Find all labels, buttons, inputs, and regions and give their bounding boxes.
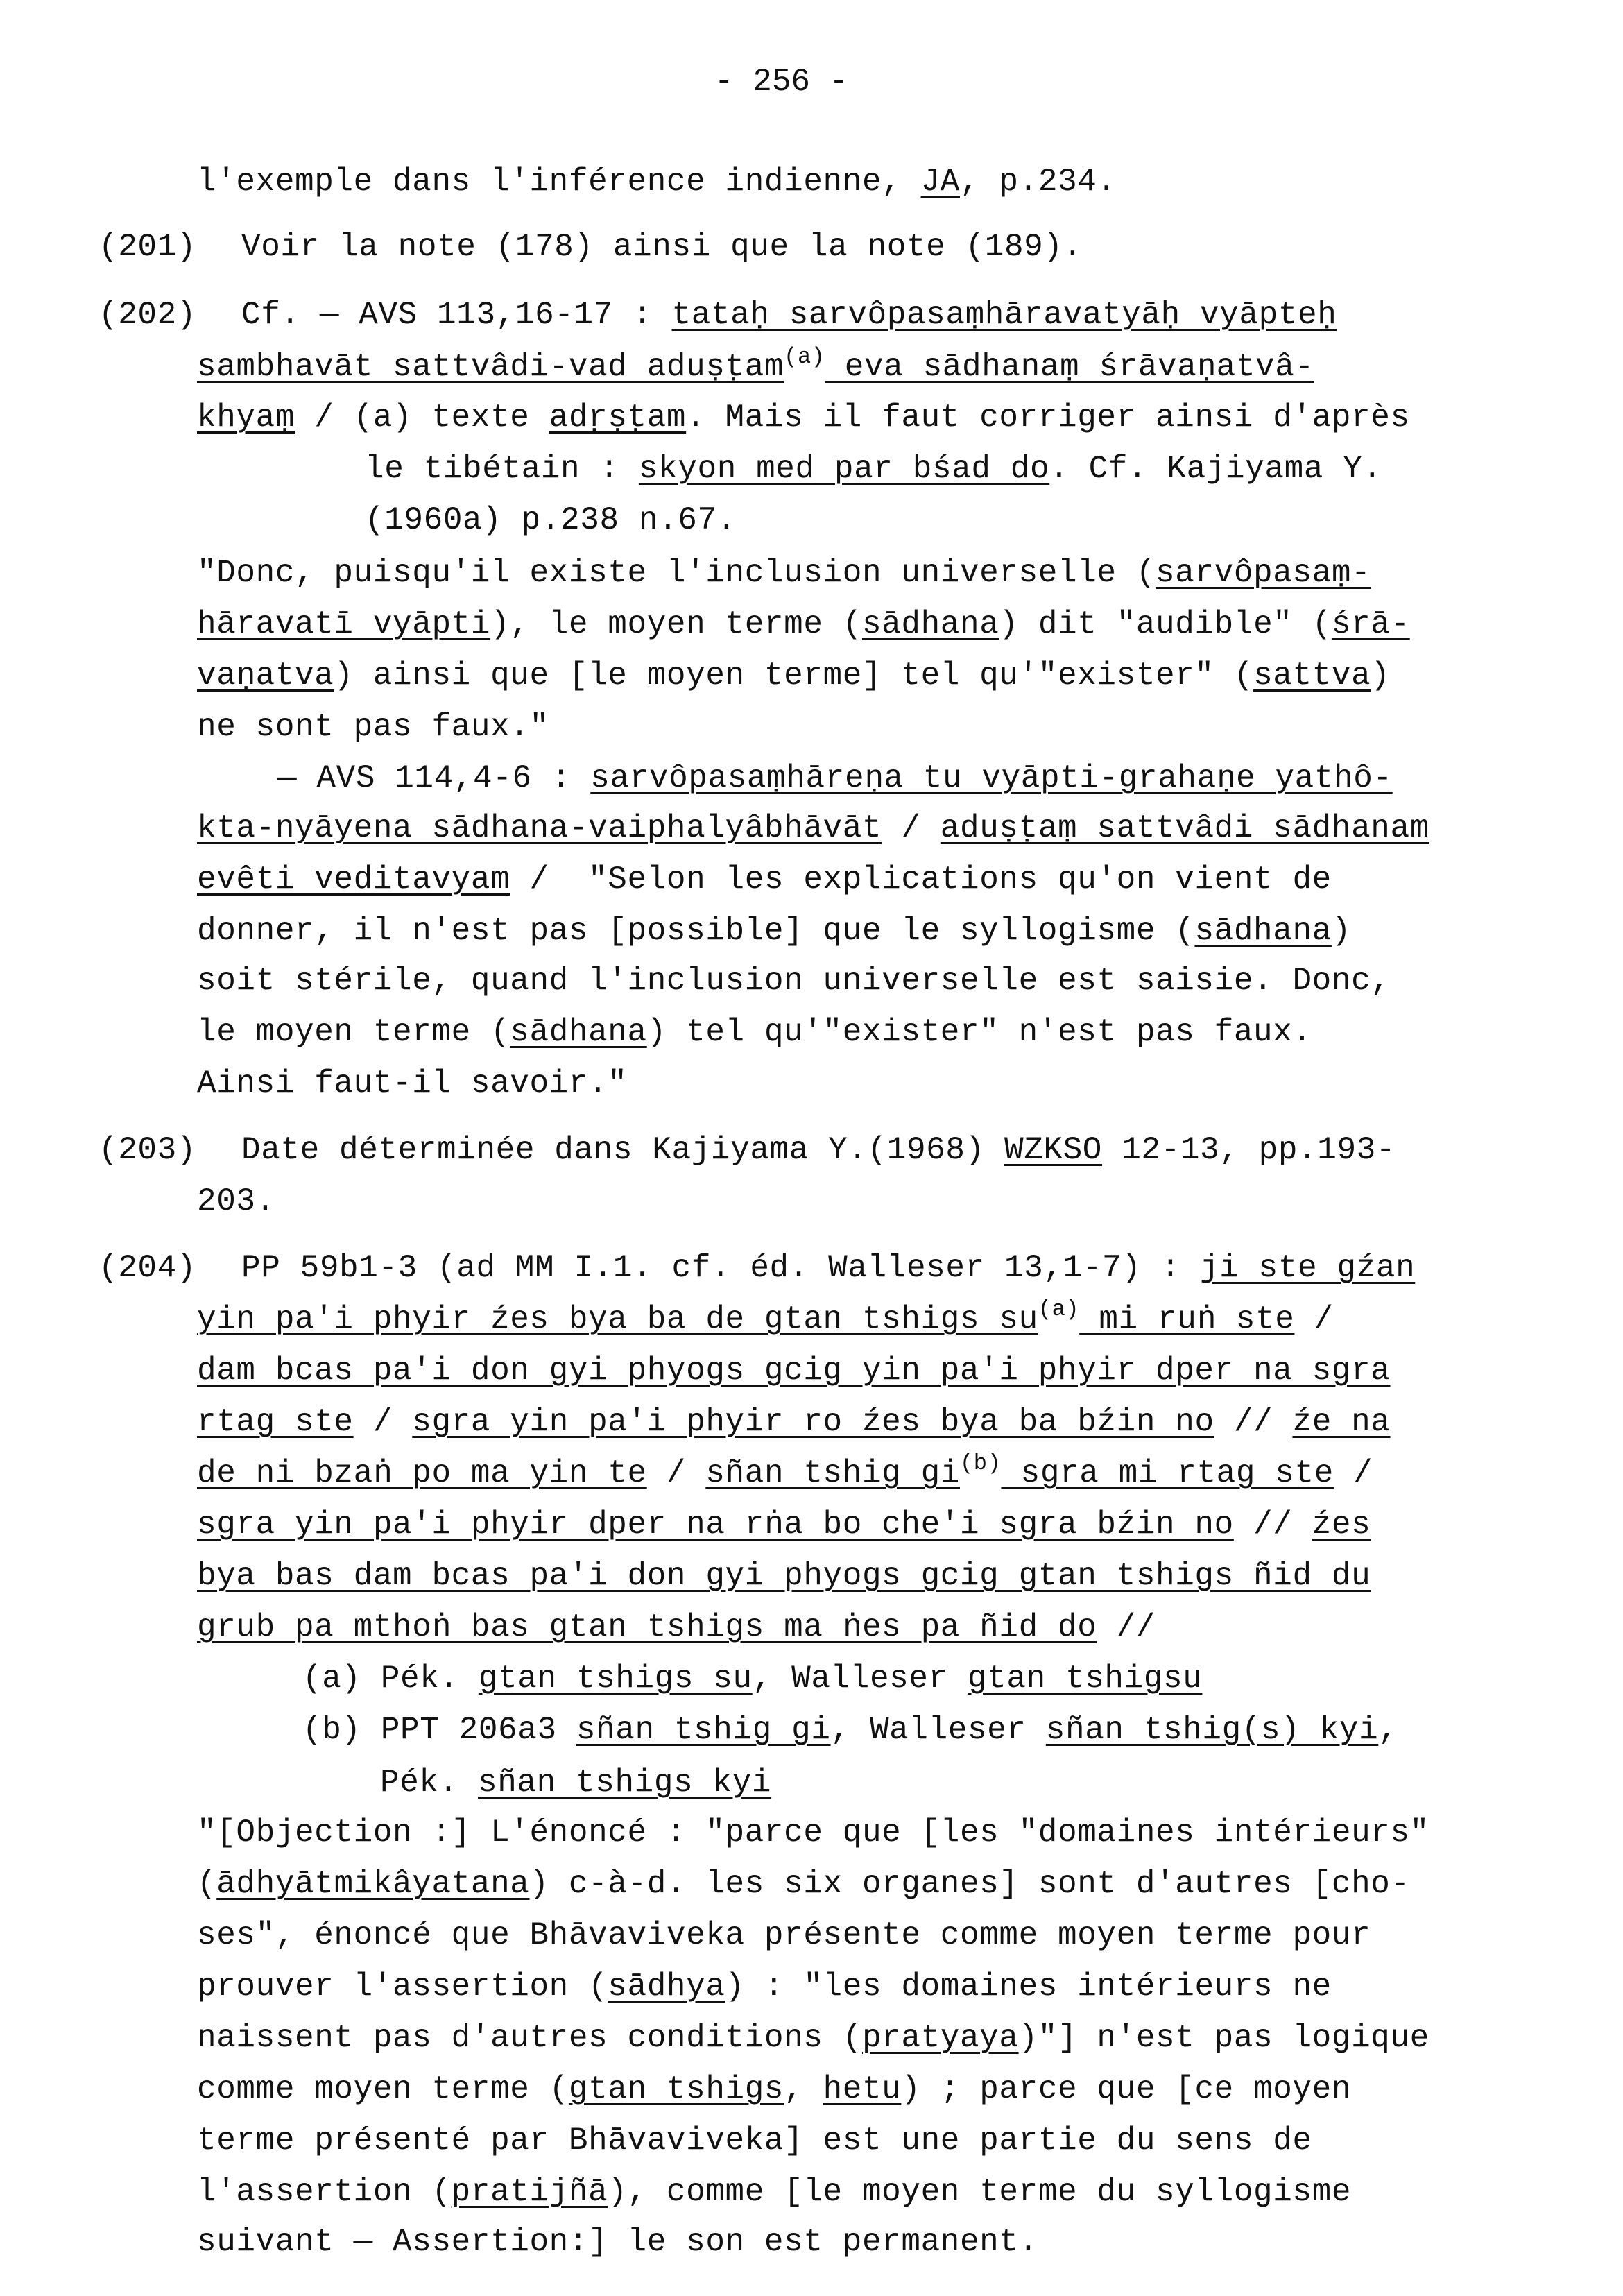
- text-run: "Donc, puisqu'il existe l'inclusion universelle (: [197, 555, 1156, 591]
- underlined-term: skyon med par bśad do: [638, 451, 1050, 487]
- text-run: )"] n'est pas logique: [1018, 2020, 1429, 2056]
- footnote-marker: (b): [960, 1450, 1002, 1476]
- text-run: ) ainsi que [le moyen terme] tel qu'"exister" (: [334, 658, 1254, 694]
- underlined-term: bya bas dam bcas pa'i don gyi phyogs gcig gtan tshigs ñid du: [197, 1558, 1371, 1594]
- underlined-term: rtag ste: [197, 1404, 354, 1440]
- note-line: [197, 709, 549, 745]
- page-number: - 256 -: [714, 64, 849, 100]
- underlined-term: hetu: [823, 2071, 902, 2107]
- underlined-term: sambhavāt sattvâdi-vad aduṣṭam: [197, 349, 784, 385]
- note-line: [197, 1917, 1371, 1953]
- text-run: //: [1097, 1609, 1156, 1645]
- text-run: naissent pas d'autres conditions (: [197, 2020, 862, 2056]
- text-run: le tibétain :: [365, 451, 639, 487]
- underlined-term: sādhana: [510, 1014, 647, 1050]
- text-run: donner, il n'est pas [possible] que le syllogisme (: [197, 913, 1195, 949]
- note-line: [197, 1014, 1312, 1050]
- note-line: [197, 1065, 628, 1102]
- underlined-term: pratyaya: [861, 2020, 1019, 2056]
- text-run: (1960a) p.238 n.67.: [365, 502, 737, 538]
- text-run: . Cf. Kajiyama Y.: [1049, 451, 1382, 487]
- note-line: [197, 1296, 1334, 1337]
- underlined-term: tataḥ sarvôpasaṃhāravatyāḥ vyāpteḥ: [671, 297, 1337, 333]
- underlined-term: sñan tshig gi: [576, 1712, 831, 1748]
- text-run: /: [1294, 1301, 1334, 1337]
- note-line: [197, 344, 1314, 385]
- underlined-term: śrā-: [1331, 606, 1410, 642]
- text-run: prouver l'assertion (: [197, 1969, 608, 2005]
- text-run: /: [646, 1455, 706, 1491]
- note-line: [197, 164, 1117, 200]
- underlined-term: sgra yin pa'i phyir dper na rṅa bo che'i sgra bźin no: [197, 1507, 1234, 1543]
- text-run: ,: [784, 2071, 823, 2107]
- text-run: ) tel qu'"exister" n'est pas faux.: [646, 1014, 1312, 1050]
- underlined-term: hāravatī vyāpti: [197, 606, 491, 642]
- note-line: [197, 1815, 1429, 1851]
- underlined-term: sattva: [1253, 658, 1371, 694]
- note-line: [197, 1609, 1156, 1645]
- underlined-term: de ni bzaṅ po ma yin te: [197, 1455, 647, 1491]
- text-run: 203.: [197, 1183, 275, 1219]
- text-run: le moyen terme (: [197, 1014, 510, 1050]
- text-run: Voir la note (178) ainsi que la note (189).: [241, 229, 1083, 265]
- note-line: [197, 1969, 1332, 2005]
- underlined-term: kta-nyāyena sādhana-vaiphalyâbhāvāt: [197, 810, 882, 846]
- note-line: [197, 1183, 275, 1219]
- note-number: (203): [98, 1132, 197, 1168]
- note-number: (202): [98, 297, 197, 333]
- text-run: ne sont pas faux.": [197, 709, 549, 745]
- text-run: ,: [1378, 1712, 1398, 1748]
- note-line: [197, 2020, 1429, 2056]
- text-run: , Walleser: [830, 1712, 1046, 1748]
- text-run: Date déterminée dans Kajiyama Y.(1968): [241, 1132, 1004, 1168]
- text-run: ): [1331, 913, 1352, 949]
- text-run: l'assertion (: [197, 2174, 452, 2210]
- underlined-term: khyaṃ: [197, 400, 295, 436]
- text-run: (a) Pék.: [302, 1661, 479, 1697]
- note-line: [197, 1507, 1371, 1543]
- note-line: [197, 963, 1390, 999]
- note-line: [197, 2174, 1351, 2210]
- note-line: [197, 1450, 1373, 1491]
- note-line: [302, 1712, 1398, 1748]
- text-run: ) dit "audible" (: [999, 606, 1332, 642]
- underlined-term: WZKSO: [1004, 1132, 1103, 1168]
- underlined-term: pratijñā: [451, 2174, 608, 2210]
- underlined-term: dam bcas pa'i don gyi phyogs gcig yin pa'i phyir dper na sgra: [197, 1353, 1391, 1389]
- text-run: comme moyen terme (: [197, 2071, 569, 2107]
- text-run: terme présenté par Bhāvaviveka] est une partie du sens de: [197, 2123, 1312, 2159]
- note-line: [197, 2224, 1038, 2260]
- note-line: [241, 297, 1337, 333]
- note-line: [197, 555, 1371, 591]
- underlined-term: sgra yin pa'i phyir ro źes bya ba bźin no: [412, 1404, 1214, 1440]
- note-line: [365, 502, 737, 538]
- note-line: [241, 1250, 1415, 1286]
- note-line: [197, 913, 1351, 949]
- note-line: [197, 1558, 1371, 1594]
- note-line: [197, 2123, 1312, 2159]
- underlined-term: aduṣṭaṃ sattvâdi sādhanam: [940, 810, 1429, 846]
- underlined-term: gtan tshigs su: [478, 1661, 753, 1697]
- underlined-term: gtan tshigs: [568, 2071, 784, 2107]
- note-line: [197, 658, 1391, 694]
- text-run: /: [353, 1404, 413, 1440]
- text-run: /: [1333, 1455, 1373, 1491]
- footnote-marker: (a): [784, 344, 825, 370]
- text-run: 12-13, pp.193-: [1102, 1132, 1396, 1168]
- text-run: Ainsi faut-il savoir.": [197, 1065, 628, 1102]
- text-run: Cf. — AVS 113,16-17 :: [241, 297, 672, 333]
- text-run: l'exemple dans l'inférence indienne,: [197, 164, 921, 200]
- text-run: //: [1214, 1404, 1293, 1440]
- underlined-term: sādhana: [861, 606, 999, 642]
- underlined-term: gtan tshigsu: [967, 1661, 1203, 1697]
- text-run: suivant — Assertion:] le son est permanent.: [197, 2224, 1038, 2260]
- underlined-term: mi ruṅ ste: [1079, 1301, 1295, 1337]
- underlined-term: sñan tshig gi: [705, 1455, 960, 1491]
- underlined-term: ji ste gźan: [1200, 1250, 1416, 1286]
- underlined-term: sñan tshig(s) kyi: [1045, 1712, 1379, 1748]
- text-run: ): [1371, 658, 1391, 694]
- underlined-term: sādhana: [1194, 913, 1332, 949]
- note-line: [197, 606, 1410, 642]
- text-run: soit stérile, quand l'inclusion universelle est saisie. Donc,: [197, 963, 1391, 999]
- note-number: (204): [98, 1250, 197, 1286]
- underlined-term: sādhya: [608, 1969, 725, 2005]
- note-line: [197, 400, 1410, 436]
- underlined-term: sarvôpasaṃ-: [1156, 555, 1371, 591]
- text-run: ) c-à-d. les six organes] sont d'autres [cho-: [529, 1866, 1410, 1902]
- note-line: [197, 1866, 1410, 1902]
- note-line: [197, 1404, 1391, 1440]
- text-run: / (a) texte: [295, 400, 549, 436]
- text-run: ses", énoncé que Bhāvaviveka présente comme moyen terme pour: [197, 1917, 1371, 1953]
- text-run: ), comme [le moyen terme du syllogisme: [608, 2174, 1352, 2210]
- underlined-term: grub pa mthoṅ bas gtan tshigs ma ṅes pa ñid do: [197, 1609, 1097, 1645]
- text-run: Pék.: [380, 1765, 479, 1801]
- underlined-term: sgra mi rtag ste: [1001, 1455, 1334, 1491]
- note-line: [197, 810, 1429, 846]
- text-run: ) ; parce que [ce moyen: [901, 2071, 1352, 2107]
- note-number: (201): [98, 229, 197, 265]
- text-run: (b) PPT 206a3: [302, 1712, 576, 1748]
- underlined-term: źes: [1312, 1507, 1371, 1543]
- underlined-term: adṛṣṭam: [549, 400, 687, 436]
- text-run: , Walleser: [752, 1661, 968, 1697]
- text-run: //: [1233, 1507, 1312, 1543]
- underlined-term: eva sādhanaṃ śrāvaṇatvâ-: [825, 349, 1314, 385]
- note-line: [302, 1661, 1202, 1697]
- text-run: . Mais il faut corriger ainsi d'après: [686, 400, 1410, 436]
- text-run: — AVS 114,4-6 :: [277, 760, 591, 796]
- text-run: /: [882, 810, 941, 846]
- underlined-term: evêti veditavyam: [197, 862, 510, 898]
- text-run: ) : "les domaines intérieurs ne: [725, 1969, 1332, 2005]
- text-run: "[Objection :] L'énoncé : "parce que [les "domaines intérieurs": [197, 1815, 1429, 1851]
- text-run: PP 59b1-3 (ad MM I.1. cf. éd. Walleser 13,1-7) :: [241, 1250, 1201, 1286]
- note-line: [197, 862, 1332, 898]
- text-run: / "Selon les explications qu'on vient de: [510, 862, 1332, 898]
- note-line: [277, 760, 1393, 796]
- underlined-term: yin pa'i phyir źes bya ba de gtan tshigs su: [197, 1301, 1038, 1337]
- underlined-term: vaṇatva: [197, 658, 334, 694]
- note-line: [365, 451, 1382, 487]
- text-run: , p.234.: [960, 164, 1117, 200]
- underlined-term: JA: [920, 164, 960, 200]
- underlined-term: sarvôpasaṃhāreṇa tu vyāpti-grahaṇe yathô-: [590, 760, 1393, 796]
- underlined-term: źe na: [1292, 1404, 1391, 1440]
- underlined-term: sñan tshigs kyi: [478, 1765, 772, 1801]
- note-line: [380, 1765, 771, 1801]
- note-line: [241, 229, 1083, 265]
- note-line: [197, 1353, 1390, 1389]
- text-run: ), le moyen terme (: [490, 606, 862, 642]
- underlined-term: ādhyātmikâyatana: [216, 1866, 530, 1902]
- note-line: [197, 2071, 1351, 2107]
- note-line: [241, 1132, 1396, 1168]
- text-run: (: [197, 1866, 217, 1902]
- footnote-marker: (a): [1038, 1296, 1080, 1322]
